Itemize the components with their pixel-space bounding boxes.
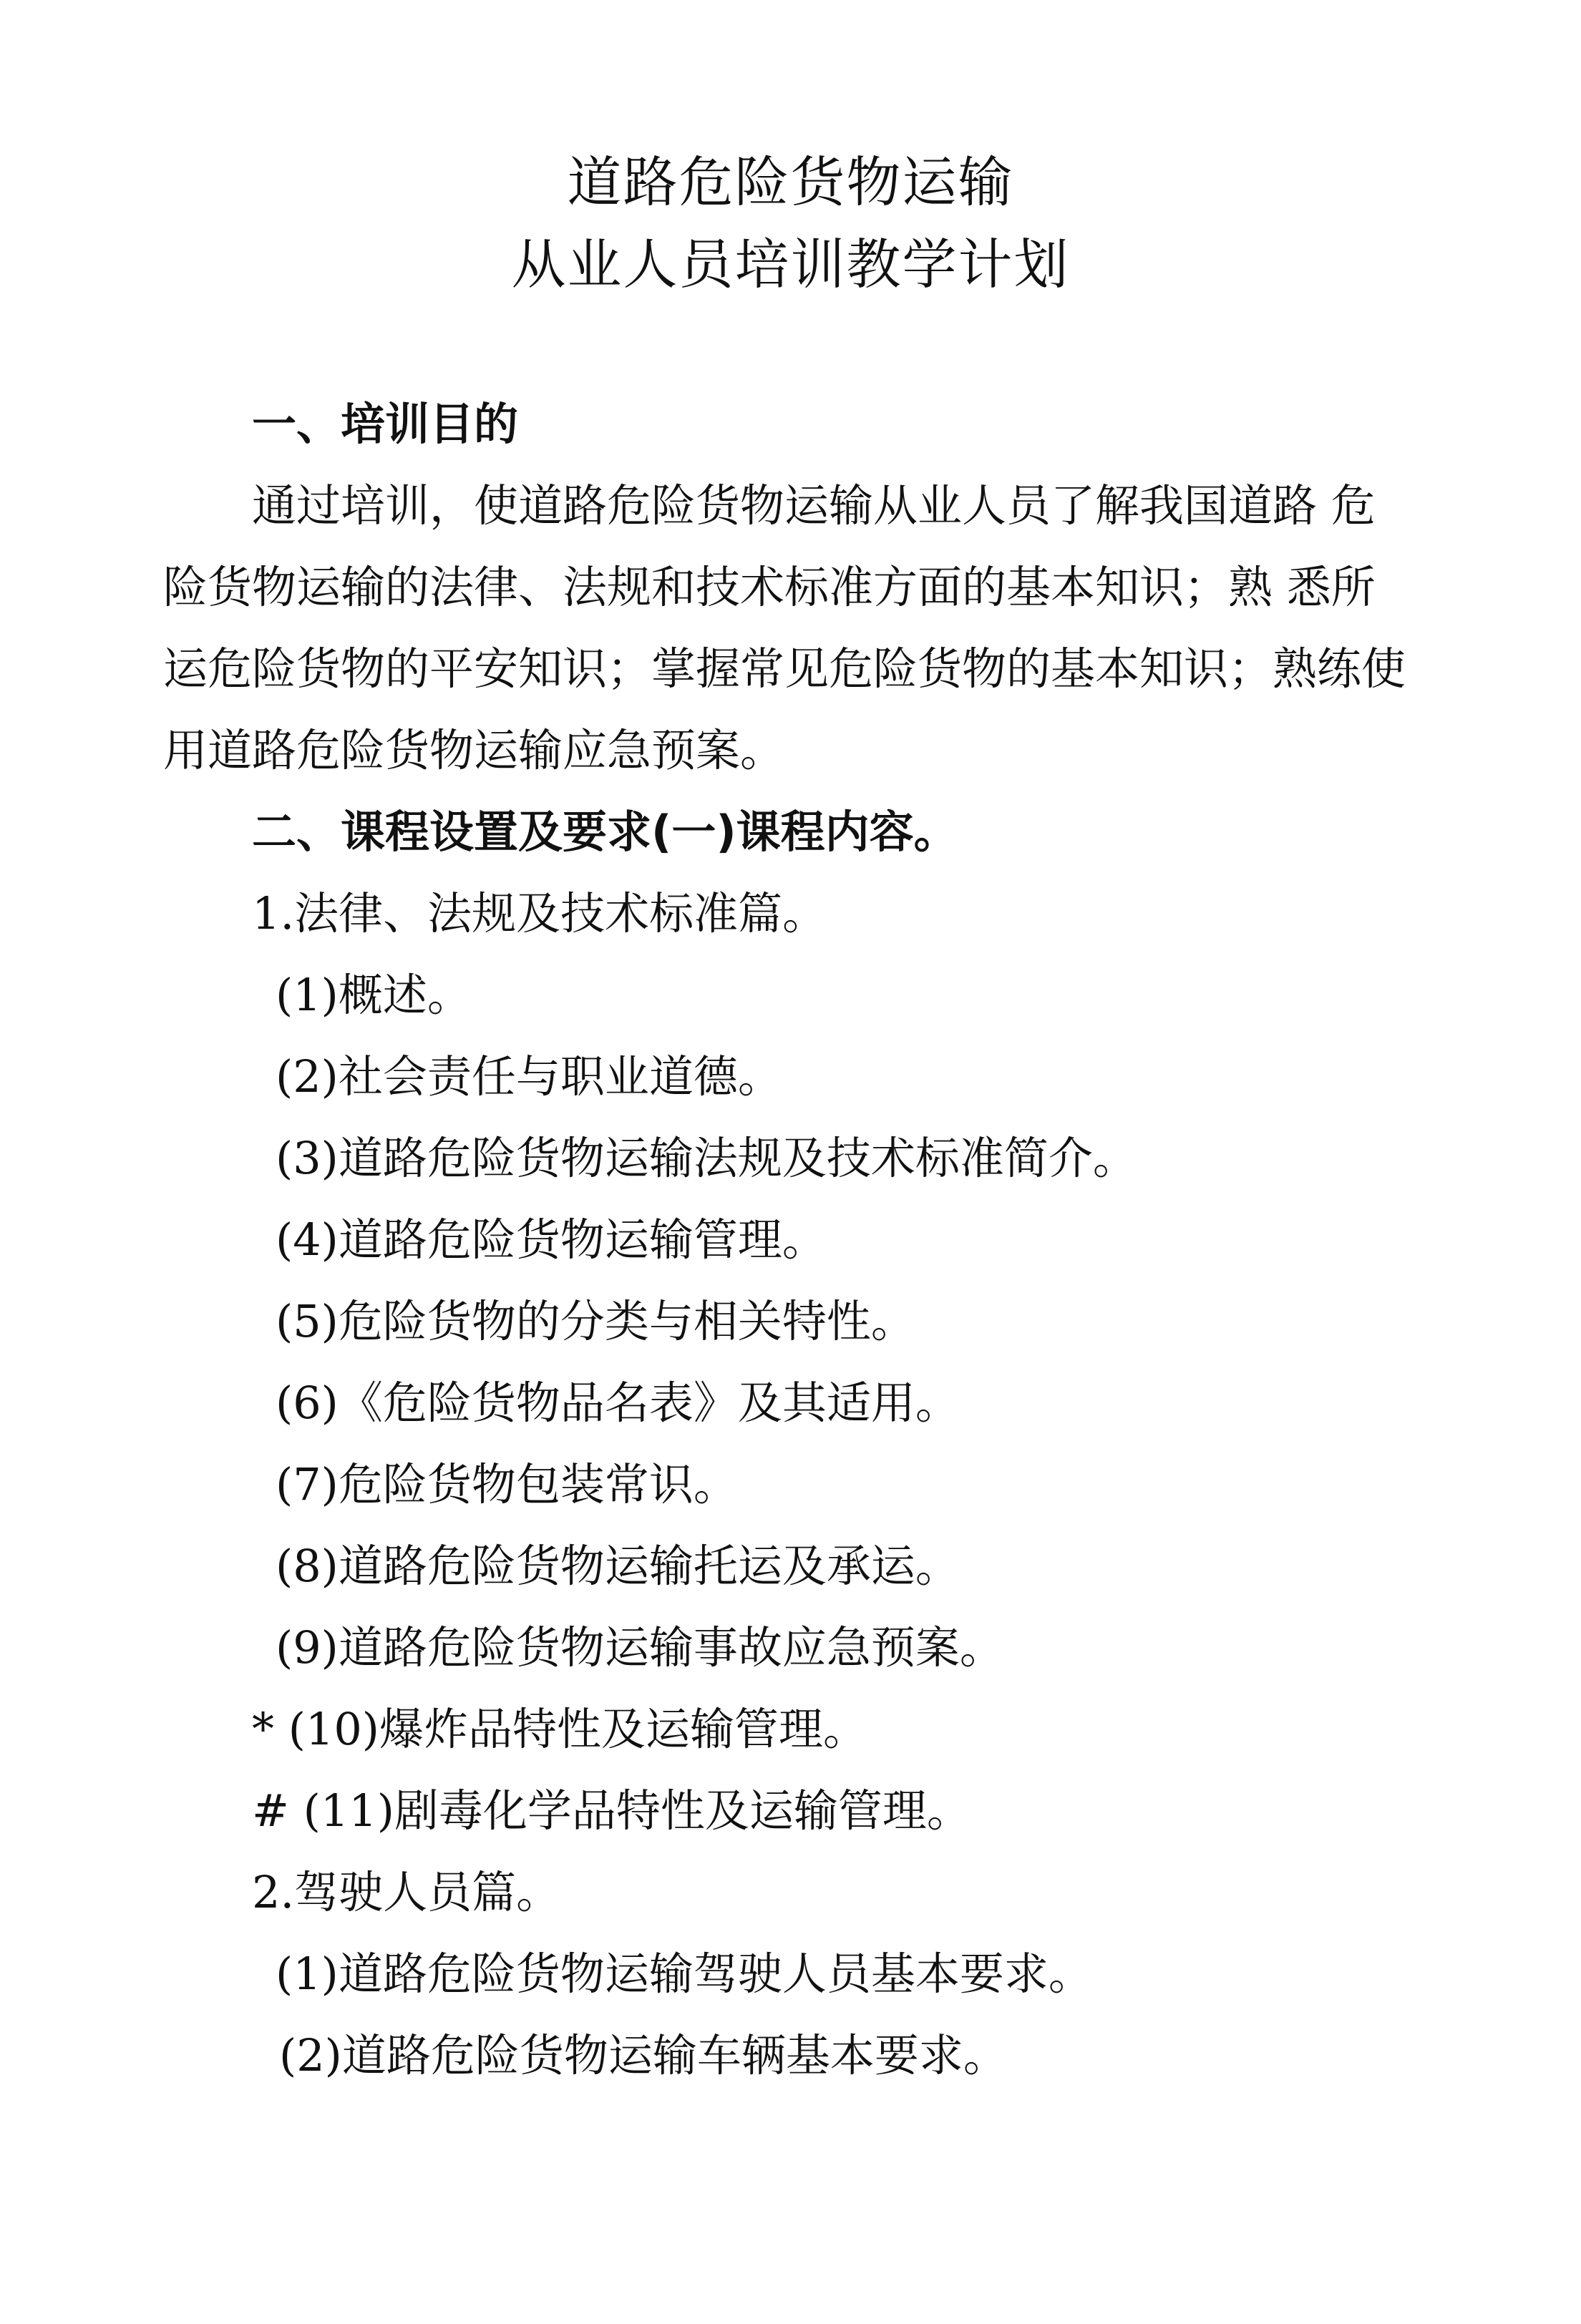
document-title-line-2: 从业人员培训教学计划 — [511, 233, 1070, 296]
section-2-heading: 二、课程设置及要求(一)课程内容。 — [252, 806, 958, 858]
part-1-list-item: (9)道路危险货物运输事故应急预案。 — [276, 1621, 1004, 1674]
part-1-title: 1.法律、法规及技术标准篇。 — [252, 887, 827, 939]
part-1-list-item: (3)道路危险货物运输法规及技术标准简介。 — [276, 1132, 1137, 1184]
section-1-paragraph-line: 运危险货物的平安知识；掌握常见危险货物的基本知识；熟练使 — [163, 643, 1406, 695]
section-1-paragraph-line: 险货物运输的法律、法规和技术标准方面的基本知识；熟 悉所 — [163, 561, 1376, 613]
part-2-list-item: (1)道路危险货物运输驾驶人员基本要求。 — [276, 1948, 1093, 2000]
part-1-list-item: (5)危险货物的分类与相关特性。 — [276, 1295, 915, 1347]
part-1-list-item: (2)社会责任与职业道德。 — [276, 1050, 782, 1103]
part-1-list-item: (1)概述。 — [276, 969, 472, 1021]
part-2-title: 2.驾驶人员篇。 — [252, 1866, 561, 1918]
part-1-list-item: (6)《危险货物品名表》及其适用。 — [276, 1377, 960, 1429]
part-1-list-item: * (10)爆炸品特性及运输管理。 — [252, 1703, 867, 1755]
section-1-heading: 一、培训目的 — [252, 398, 519, 450]
section-1-paragraph-line: 用道路危险货物运输应急预案。 — [163, 724, 785, 776]
part-1-list-item: (4)道路危险货物运输管理。 — [276, 1214, 827, 1266]
section-1-paragraph-line: 通过培训，使道路危险货物运输从业人员了解我国道路 危 — [252, 479, 1376, 532]
document-title-line-1: 道路危险货物运输 — [567, 150, 1014, 214]
part-2-list-item: (2)道路危险货物运输车辆基本要求。 — [279, 2029, 1008, 2081]
part-1-list-item: (8)道路危险货物运输托运及承运。 — [276, 1540, 960, 1592]
part-1-list-item: (7)危险货物包装常识。 — [276, 1458, 738, 1510]
part-1-list-item: # (11)剧毒化学品特性及运输管理。 — [252, 1784, 971, 1837]
